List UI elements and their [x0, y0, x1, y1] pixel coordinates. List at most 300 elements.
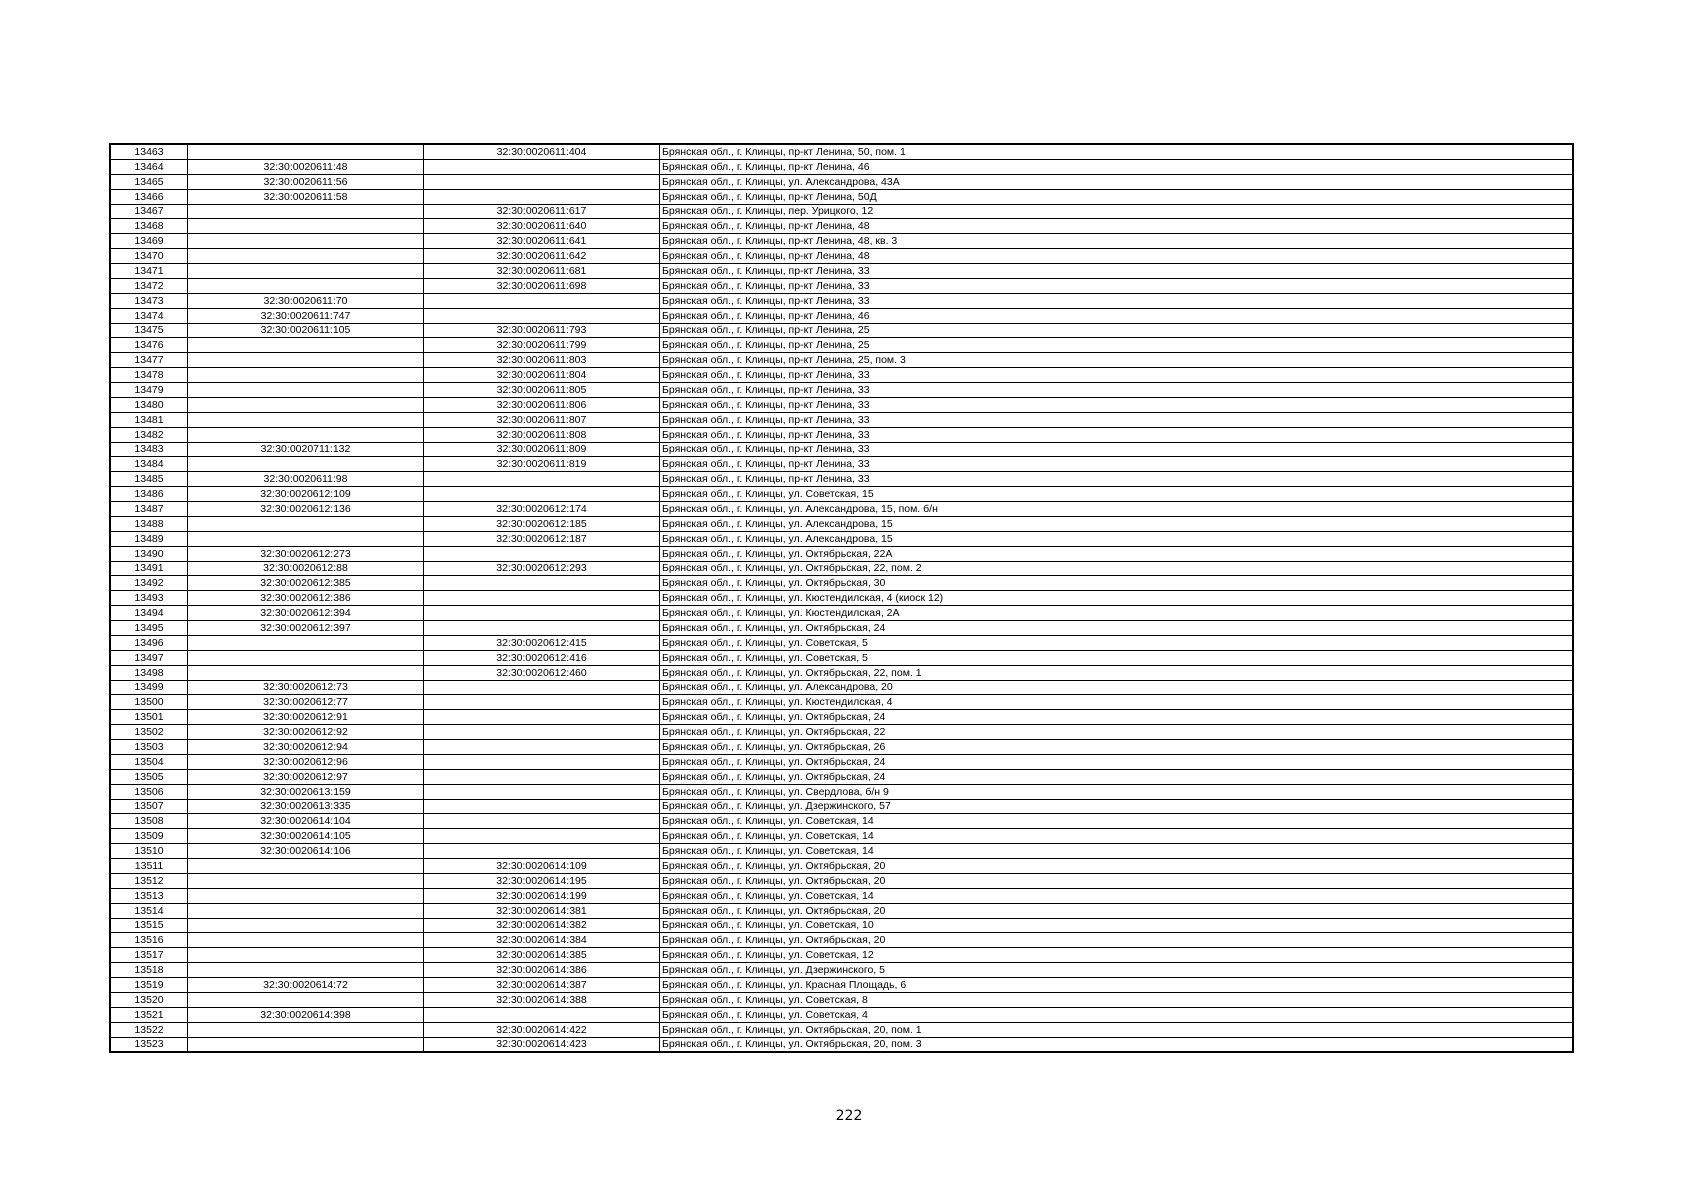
- address-cell: Брянская обл., г. Клинцы, ул. Красная Площадь, 6: [660, 978, 1574, 993]
- table-row: [110, 159, 1573, 174]
- table-row: [110, 844, 1573, 859]
- cadastral-number-cell: 32:30:0020612:109: [188, 487, 424, 502]
- row-number-cell: 13478: [110, 368, 188, 383]
- address-cell: Брянская обл., г. Клинцы, ул. Дзержинского, 57: [660, 799, 1574, 814]
- page-number: 222: [835, 1108, 863, 1124]
- address-cell: Брянская обл., г. Клинцы, ул. Свердлова, б/н 9: [660, 784, 1574, 799]
- row-number-cell: 13471: [110, 264, 188, 279]
- cadastral-number-cell: [188, 1022, 424, 1037]
- address-cell: Брянская обл., г. Клинцы, ул. Октябрьская, 22, пом. 2: [660, 561, 1574, 576]
- row-number-cell: 13515: [110, 918, 188, 933]
- object-cadastral-number-cell: [424, 591, 660, 606]
- table-row: [110, 338, 1573, 353]
- table-row: [110, 933, 1573, 948]
- address-cell: Брянская обл., г. Клинцы, пр-кт Ленина, 33: [660, 264, 1574, 279]
- address-cell: Брянская обл., г. Клинцы, пр-кт Ленина, 33: [660, 383, 1574, 398]
- object-cadastral-number-cell: [424, 725, 660, 740]
- row-number-cell: 13489: [110, 531, 188, 546]
- row-number-cell: 13470: [110, 249, 188, 264]
- object-cadastral-number-cell: 32:30:0020612:185: [424, 516, 660, 531]
- address-cell: Брянская обл., г. Клинцы, пр-кт Ленина, 33: [660, 412, 1574, 427]
- table-row: [110, 397, 1573, 412]
- table-row: [110, 784, 1573, 799]
- address-cell: Брянская обл., г. Клинцы, ул. Октябрьская, 26: [660, 740, 1574, 755]
- table-row: [110, 472, 1573, 487]
- table-row: [110, 531, 1573, 546]
- cadastral-number-cell: [188, 383, 424, 398]
- cadastral-number-cell: [188, 918, 424, 933]
- row-number-cell: 13504: [110, 754, 188, 769]
- cadastral-number-cell: 32:30:0020611:747: [188, 308, 424, 323]
- address-cell: Брянская обл., г. Клинцы, пр-кт Ленина, 33: [660, 442, 1574, 457]
- table-row: [110, 963, 1573, 978]
- cadastral-number-cell: 32:30:0020611:105: [188, 323, 424, 338]
- address-cell: Брянская обл., г. Клинцы, пр-кт Ленина, 33: [660, 472, 1574, 487]
- object-cadastral-number-cell: [424, 546, 660, 561]
- address-cell: Брянская обл., г. Клинцы, ул. Советская, 5: [660, 650, 1574, 665]
- cadastral-number-cell: [188, 992, 424, 1007]
- row-number-cell: 13466: [110, 189, 188, 204]
- table-row: [110, 264, 1573, 279]
- table-row: [110, 621, 1573, 636]
- object-cadastral-number-cell: 32:30:0020612:416: [424, 650, 660, 665]
- row-number-cell: 13484: [110, 457, 188, 472]
- cadastral-number-cell: [188, 457, 424, 472]
- address-cell: Брянская обл., г. Клинцы, ул. Советская, 10: [660, 918, 1574, 933]
- address-cell: Брянская обл., г. Клинцы, пр-кт Ленина, 46: [660, 159, 1574, 174]
- object-cadastral-number-cell: [424, 1007, 660, 1022]
- row-number-cell: 13481: [110, 412, 188, 427]
- object-cadastral-number-cell: 32:30:0020614:384: [424, 933, 660, 948]
- object-cadastral-number-cell: 32:30:0020614:423: [424, 1037, 660, 1052]
- table-row: [110, 502, 1573, 517]
- object-cadastral-number-cell: 32:30:0020612:460: [424, 665, 660, 680]
- object-cadastral-number-cell: 32:30:0020614:387: [424, 978, 660, 993]
- row-number-cell: 13512: [110, 873, 188, 888]
- address-cell: Брянская обл., г. Клинцы, пр-кт Ленина, 33: [660, 397, 1574, 412]
- cadastral-number-cell: [188, 873, 424, 888]
- cadastral-number-cell: 32:30:0020612:94: [188, 740, 424, 755]
- cadastral-number-cell: 32:30:0020611:98: [188, 472, 424, 487]
- object-cadastral-number-cell: 32:30:0020614:382: [424, 918, 660, 933]
- address-cell: Брянская обл., г. Клинцы, ул. Александрова, 15: [660, 531, 1574, 546]
- row-number-cell: 13513: [110, 888, 188, 903]
- address-cell: Брянская обл., г. Клинцы, пр-кт Ленина, 48: [660, 249, 1574, 264]
- cadastral-number-cell: 32:30:0020614:104: [188, 814, 424, 829]
- row-number-cell: 13521: [110, 1007, 188, 1022]
- address-cell: Брянская обл., г. Клинцы, пр-кт Ленина, 50Д: [660, 189, 1574, 204]
- address-cell: Брянская обл., г. Клинцы, ул. Советская, 14: [660, 829, 1574, 844]
- cadastral-number-cell: 32:30:0020612:386: [188, 591, 424, 606]
- table-row: [110, 427, 1573, 442]
- cadastral-number-cell: 32:30:0020612:88: [188, 561, 424, 576]
- address-cell: Брянская обл., г. Клинцы, ул. Октябрьская, 22, пом. 1: [660, 665, 1574, 680]
- table-row: [110, 799, 1573, 814]
- table-row: [110, 859, 1573, 874]
- object-cadastral-number-cell: 32:30:0020611:807: [424, 412, 660, 427]
- object-cadastral-number-cell: [424, 814, 660, 829]
- table-row: [110, 710, 1573, 725]
- table-row: [110, 442, 1573, 457]
- table-row: [110, 308, 1573, 323]
- object-cadastral-number-cell: 32:30:0020611:803: [424, 353, 660, 368]
- row-number-cell: 13482: [110, 427, 188, 442]
- row-number-cell: 13518: [110, 963, 188, 978]
- table-row: [110, 516, 1573, 531]
- row-number-cell: 13505: [110, 769, 188, 784]
- address-cell: Брянская обл., г. Клинцы, ул. Октябрьская, 20: [660, 933, 1574, 948]
- object-cadastral-number-cell: [424, 754, 660, 769]
- address-cell: Брянская обл., г. Клинцы, ул. Октябрьская, 20, пом. 1: [660, 1022, 1574, 1037]
- cadastral-number-cell: 32:30:0020612:91: [188, 710, 424, 725]
- table-row: [110, 353, 1573, 368]
- row-number-cell: 13502: [110, 725, 188, 740]
- row-number-cell: 13516: [110, 933, 188, 948]
- cadastral-table: [109, 143, 1574, 1053]
- table-row: [110, 888, 1573, 903]
- row-number-cell: 13523: [110, 1037, 188, 1052]
- address-cell: Брянская обл., г. Клинцы, ул. Советская, 15: [660, 487, 1574, 502]
- row-number-cell: 13500: [110, 695, 188, 710]
- row-number-cell: 13465: [110, 174, 188, 189]
- table-row: [110, 1037, 1573, 1052]
- table-row: [110, 204, 1573, 219]
- address-cell: Брянская обл., г. Клинцы, ул. Октябрьская, 20: [660, 903, 1574, 918]
- row-number-cell: 13519: [110, 978, 188, 993]
- table-row: [110, 680, 1573, 695]
- address-cell: Брянская обл., г. Клинцы, ул. Александрова, 43А: [660, 174, 1574, 189]
- object-cadastral-number-cell: 32:30:0020611:698: [424, 278, 660, 293]
- cadastral-number-cell: 32:30:0020614:105: [188, 829, 424, 844]
- address-cell: Брянская обл., г. Клинцы, ул. Октябрьская, 20: [660, 873, 1574, 888]
- cadastral-number-cell: [188, 338, 424, 353]
- cadastral-number-cell: [188, 635, 424, 650]
- object-cadastral-number-cell: 32:30:0020614:381: [424, 903, 660, 918]
- row-number-cell: 13498: [110, 665, 188, 680]
- cadastral-table-body: [110, 144, 1573, 1052]
- cadastral-number-cell: 32:30:0020612:136: [188, 502, 424, 517]
- table-row: [110, 650, 1573, 665]
- object-cadastral-number-cell: [424, 472, 660, 487]
- address-cell: Брянская обл., г. Клинцы, ул. Октябрьская, 20, пом. 3: [660, 1037, 1574, 1052]
- cadastral-number-cell: 32:30:0020612:96: [188, 754, 424, 769]
- object-cadastral-number-cell: 32:30:0020614:386: [424, 963, 660, 978]
- object-cadastral-number-cell: 32:30:0020611:642: [424, 249, 660, 264]
- cadastral-number-cell: 32:30:0020614:398: [188, 1007, 424, 1022]
- cadastral-number-cell: 32:30:0020612:394: [188, 606, 424, 621]
- object-cadastral-number-cell: [424, 710, 660, 725]
- row-number-cell: 13510: [110, 844, 188, 859]
- cadastral-number-cell: 32:30:0020611:48: [188, 159, 424, 174]
- object-cadastral-number-cell: [424, 740, 660, 755]
- cadastral-number-cell: [188, 948, 424, 963]
- object-cadastral-number-cell: [424, 576, 660, 591]
- address-cell: Брянская обл., г. Клинцы, ул. Советская, 14: [660, 814, 1574, 829]
- object-cadastral-number-cell: 32:30:0020614:422: [424, 1022, 660, 1037]
- cadastral-number-cell: 32:30:0020612:77: [188, 695, 424, 710]
- cadastral-number-cell: 32:30:0020612:273: [188, 546, 424, 561]
- table-row: [110, 740, 1573, 755]
- object-cadastral-number-cell: 32:30:0020612:187: [424, 531, 660, 546]
- cadastral-number-cell: 32:30:0020613:159: [188, 784, 424, 799]
- row-number-cell: 13490: [110, 546, 188, 561]
- row-number-cell: 13506: [110, 784, 188, 799]
- cadastral-number-cell: [188, 249, 424, 264]
- table-row: [110, 278, 1573, 293]
- row-number-cell: 13493: [110, 591, 188, 606]
- table-row: [110, 754, 1573, 769]
- row-number-cell: 13488: [110, 516, 188, 531]
- object-cadastral-number-cell: [424, 844, 660, 859]
- table-row: [110, 457, 1573, 472]
- row-number-cell: 13503: [110, 740, 188, 755]
- cadastral-number-cell: [188, 234, 424, 249]
- cadastral-number-cell: 32:30:0020612:397: [188, 621, 424, 636]
- table-row: [110, 323, 1573, 338]
- table-row: [110, 918, 1573, 933]
- table-row: [110, 576, 1573, 591]
- address-cell: Брянская обл., г. Клинцы, ул. Октябрьская, 22: [660, 725, 1574, 740]
- cadastral-number-cell: 32:30:0020614:72: [188, 978, 424, 993]
- cadastral-number-cell: [188, 353, 424, 368]
- object-cadastral-number-cell: [424, 308, 660, 323]
- address-cell: Брянская обл., г. Клинцы, ул. Кюстендилская, 4: [660, 695, 1574, 710]
- cadastral-number-cell: [188, 888, 424, 903]
- cadastral-number-cell: [188, 427, 424, 442]
- object-cadastral-number-cell: 32:30:0020611:805: [424, 383, 660, 398]
- object-cadastral-number-cell: [424, 174, 660, 189]
- cadastral-number-cell: [188, 516, 424, 531]
- row-number-cell: 13520: [110, 992, 188, 1007]
- row-number-cell: 13464: [110, 159, 188, 174]
- cadastral-number-cell: [188, 144, 424, 159]
- row-number-cell: 13492: [110, 576, 188, 591]
- table-row: [110, 1007, 1573, 1022]
- table-row: [110, 591, 1573, 606]
- row-number-cell: 13507: [110, 799, 188, 814]
- cadastral-number-cell: [188, 397, 424, 412]
- address-cell: Брянская обл., г. Клинцы, ул. Александрова, 15: [660, 516, 1574, 531]
- address-cell: Брянская обл., г. Клинцы, пр-кт Ленина, 48, кв. 3: [660, 234, 1574, 249]
- table-row: [110, 873, 1573, 888]
- address-cell: Брянская обл., г. Клинцы, ул. Советская, 4: [660, 1007, 1574, 1022]
- row-number-cell: 13522: [110, 1022, 188, 1037]
- object-cadastral-number-cell: 32:30:0020611:806: [424, 397, 660, 412]
- row-number-cell: 13494: [110, 606, 188, 621]
- object-cadastral-number-cell: 32:30:0020611:617: [424, 204, 660, 219]
- cadastral-number-cell: [188, 859, 424, 874]
- table-row: [110, 769, 1573, 784]
- address-cell: Брянская обл., г. Клинцы, ул. Октябрьская, 24: [660, 754, 1574, 769]
- object-cadastral-number-cell: 32:30:0020611:819: [424, 457, 660, 472]
- object-cadastral-number-cell: 32:30:0020611:809: [424, 442, 660, 457]
- row-number-cell: 13479: [110, 383, 188, 398]
- object-cadastral-number-cell: [424, 189, 660, 204]
- row-number-cell: 13496: [110, 635, 188, 650]
- object-cadastral-number-cell: [424, 769, 660, 784]
- address-cell: Брянская обл., г. Клинцы, пер. Урицкого, 12: [660, 204, 1574, 219]
- table-row: [110, 665, 1573, 680]
- address-cell: Брянская обл., г. Клинцы, пр-кт Ленина, 50, пом. 1: [660, 144, 1574, 159]
- object-cadastral-number-cell: [424, 293, 660, 308]
- row-number-cell: 13485: [110, 472, 188, 487]
- object-cadastral-number-cell: [424, 621, 660, 636]
- cadastral-number-cell: 32:30:0020711:132: [188, 442, 424, 457]
- object-cadastral-number-cell: 32:30:0020612:293: [424, 561, 660, 576]
- cadastral-number-cell: 32:30:0020612:92: [188, 725, 424, 740]
- table-row: [110, 814, 1573, 829]
- row-number-cell: 13509: [110, 829, 188, 844]
- table-row: [110, 561, 1573, 576]
- object-cadastral-number-cell: [424, 159, 660, 174]
- row-number-cell: 13477: [110, 353, 188, 368]
- cadastral-number-cell: [188, 650, 424, 665]
- table-row: [110, 546, 1573, 561]
- cadastral-number-cell: [188, 204, 424, 219]
- row-number-cell: 13483: [110, 442, 188, 457]
- row-number-cell: 13467: [110, 204, 188, 219]
- address-cell: Брянская обл., г. Клинцы, ул. Октябрьская, 24: [660, 769, 1574, 784]
- table-row: [110, 829, 1573, 844]
- cadastral-number-cell: [188, 412, 424, 427]
- object-cadastral-number-cell: 32:30:0020614:385: [424, 948, 660, 963]
- address-cell: Брянская обл., г. Клинцы, пр-кт Ленина, 25: [660, 323, 1574, 338]
- address-cell: Брянская обл., г. Клинцы, пр-кт Ленина, 33: [660, 457, 1574, 472]
- address-cell: Брянская обл., г. Клинцы, ул. Советская, 8: [660, 992, 1574, 1007]
- object-cadastral-number-cell: [424, 829, 660, 844]
- address-cell: Брянская обл., г. Клинцы, пр-кт Ленина, 46: [660, 308, 1574, 323]
- cadastral-number-cell: 32:30:0020612:97: [188, 769, 424, 784]
- row-number-cell: 13501: [110, 710, 188, 725]
- object-cadastral-number-cell: 32:30:0020614:195: [424, 873, 660, 888]
- object-cadastral-number-cell: 32:30:0020611:641: [424, 234, 660, 249]
- address-cell: Брянская обл., г. Клинцы, пр-кт Ленина, 25, пом. 3: [660, 353, 1574, 368]
- address-cell: Брянская обл., г. Клинцы, ул. Октябрьская, 24: [660, 710, 1574, 725]
- object-cadastral-number-cell: 32:30:0020611:404: [424, 144, 660, 159]
- address-cell: Брянская обл., г. Клинцы, пр-кт Ленина, 48: [660, 219, 1574, 234]
- row-number-cell: 13468: [110, 219, 188, 234]
- address-cell: Брянская обл., г. Клинцы, пр-кт Ленина, 33: [660, 293, 1574, 308]
- row-number-cell: 13487: [110, 502, 188, 517]
- table-row: [110, 189, 1573, 204]
- cadastral-number-cell: [188, 531, 424, 546]
- object-cadastral-number-cell: [424, 680, 660, 695]
- row-number-cell: 13474: [110, 308, 188, 323]
- cadastral-number-cell: 32:30:0020613:335: [188, 799, 424, 814]
- table-row: [110, 635, 1573, 650]
- address-cell: Брянская обл., г. Клинцы, ул. Октябрьская, 30: [660, 576, 1574, 591]
- row-number-cell: 13497: [110, 650, 188, 665]
- cadastral-number-cell: 32:30:0020614:106: [188, 844, 424, 859]
- cadastral-number-cell: [188, 219, 424, 234]
- table-row: [110, 234, 1573, 249]
- address-cell: Брянская обл., г. Клинцы, пр-кт Ленина, 33: [660, 278, 1574, 293]
- cadastral-number-cell: [188, 264, 424, 279]
- object-cadastral-number-cell: 32:30:0020611:640: [424, 219, 660, 234]
- cadastral-number-cell: 32:30:0020611:56: [188, 174, 424, 189]
- row-number-cell: 13495: [110, 621, 188, 636]
- row-number-cell: 13491: [110, 561, 188, 576]
- row-number-cell: 13472: [110, 278, 188, 293]
- table-row: [110, 978, 1573, 993]
- object-cadastral-number-cell: [424, 799, 660, 814]
- address-cell: Брянская обл., г. Клинцы, ул. Октябрьская, 22А: [660, 546, 1574, 561]
- address-cell: Брянская обл., г. Клинцы, ул. Советская, 12: [660, 948, 1574, 963]
- object-cadastral-number-cell: 32:30:0020611:799: [424, 338, 660, 353]
- row-number-cell: 13475: [110, 323, 188, 338]
- table-row: [110, 992, 1573, 1007]
- address-cell: Брянская обл., г. Клинцы, ул. Александрова, 20: [660, 680, 1574, 695]
- cadastral-number-cell: [188, 933, 424, 948]
- row-number-cell: 13473: [110, 293, 188, 308]
- cadastral-number-cell: [188, 1037, 424, 1052]
- address-cell: Брянская обл., г. Клинцы, ул. Дзержинского, 5: [660, 963, 1574, 978]
- cadastral-number-cell: [188, 963, 424, 978]
- address-cell: Брянская обл., г. Клинцы, ул. Советская, 14: [660, 888, 1574, 903]
- table-row: [110, 1022, 1573, 1037]
- row-number-cell: 13514: [110, 903, 188, 918]
- table-row: [110, 948, 1573, 963]
- object-cadastral-number-cell: 32:30:0020614:199: [424, 888, 660, 903]
- table-row: [110, 695, 1573, 710]
- address-cell: Брянская обл., г. Клинцы, ул. Октябрьская, 20: [660, 859, 1574, 874]
- row-number-cell: 13499: [110, 680, 188, 695]
- row-number-cell: 13476: [110, 338, 188, 353]
- table-row: [110, 383, 1573, 398]
- address-cell: Брянская обл., г. Клинцы, ул. Кюстендилская, 2А: [660, 606, 1574, 621]
- row-number-cell: 13463: [110, 144, 188, 159]
- cadastral-number-cell: [188, 368, 424, 383]
- object-cadastral-number-cell: [424, 695, 660, 710]
- table-row: [110, 606, 1573, 621]
- row-number-cell: 13517: [110, 948, 188, 963]
- address-cell: Брянская обл., г. Клинцы, пр-кт Ленина, 33: [660, 427, 1574, 442]
- cadastral-number-cell: 32:30:0020612:73: [188, 680, 424, 695]
- address-cell: Брянская обл., г. Клинцы, пр-кт Ленина, 25: [660, 338, 1574, 353]
- address-cell: Брянская обл., г. Клинцы, ул. Кюстендилская, 4 (киоск 12): [660, 591, 1574, 606]
- object-cadastral-number-cell: 32:30:0020611:808: [424, 427, 660, 442]
- table-row: [110, 903, 1573, 918]
- address-cell: Брянская обл., г. Клинцы, пр-кт Ленина, 33: [660, 368, 1574, 383]
- cadastral-number-cell: 32:30:0020611:58: [188, 189, 424, 204]
- cadastral-number-cell: [188, 903, 424, 918]
- cadastral-number-cell: 32:30:0020612:385: [188, 576, 424, 591]
- table-row: [110, 487, 1573, 502]
- address-cell: Брянская обл., г. Клинцы, ул. Октябрьская, 24: [660, 621, 1574, 636]
- cadastral-number-cell: 32:30:0020611:70: [188, 293, 424, 308]
- table-row: [110, 368, 1573, 383]
- object-cadastral-number-cell: [424, 606, 660, 621]
- object-cadastral-number-cell: 32:30:0020612:174: [424, 502, 660, 517]
- table-row: [110, 249, 1573, 264]
- table-row: [110, 219, 1573, 234]
- row-number-cell: 13511: [110, 859, 188, 874]
- row-number-cell: 13508: [110, 814, 188, 829]
- row-number-cell: 13486: [110, 487, 188, 502]
- object-cadastral-number-cell: 32:30:0020614:109: [424, 859, 660, 874]
- object-cadastral-number-cell: [424, 487, 660, 502]
- object-cadastral-number-cell: 32:30:0020611:804: [424, 368, 660, 383]
- table-row: [110, 725, 1573, 740]
- table-row: [110, 174, 1573, 189]
- table-row: [110, 293, 1573, 308]
- address-cell: Брянская обл., г. Клинцы, ул. Александрова, 15, пом. б/н: [660, 502, 1574, 517]
- address-cell: Брянская обл., г. Клинцы, ул. Советская, 5: [660, 635, 1574, 650]
- object-cadastral-number-cell: 32:30:0020612:415: [424, 635, 660, 650]
- table-row: [110, 144, 1573, 159]
- address-cell: Брянская обл., г. Клинцы, ул. Советская, 14: [660, 844, 1574, 859]
- object-cadastral-number-cell: [424, 784, 660, 799]
